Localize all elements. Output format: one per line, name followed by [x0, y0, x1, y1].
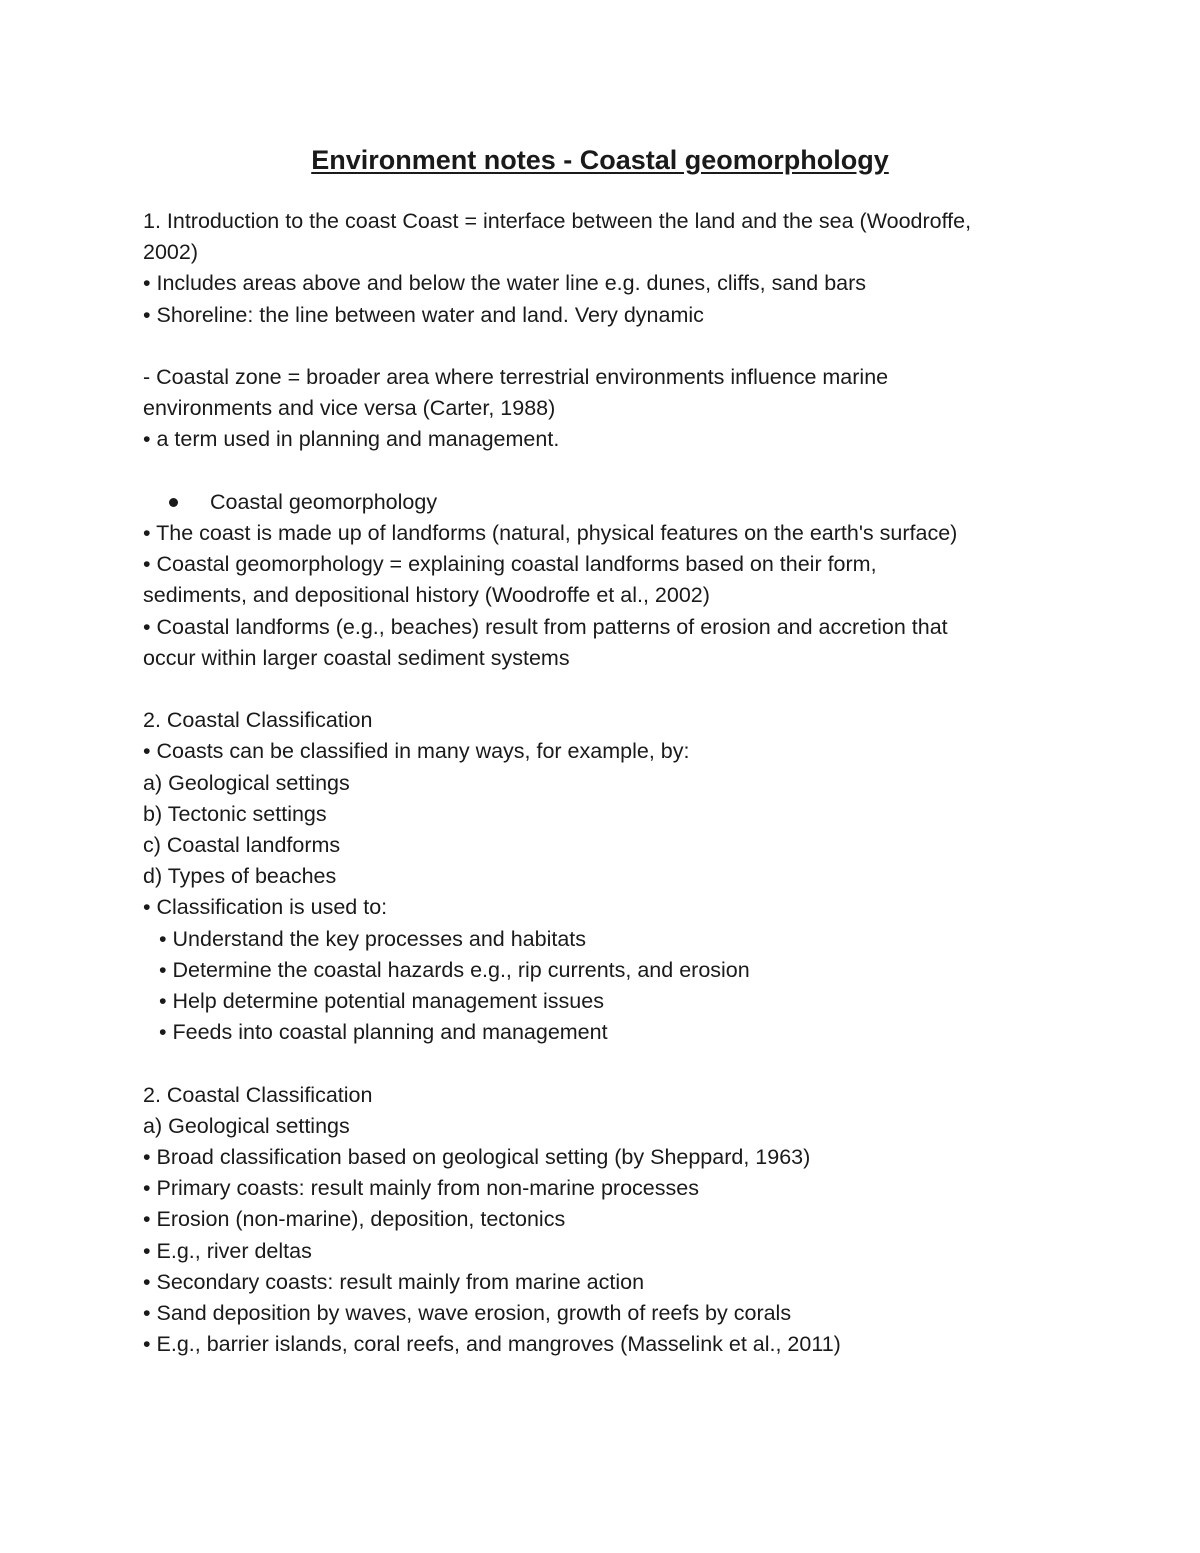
geological-bullet: • E.g., barrier islands, coral reefs, and mangroves (Masselink et al., 2011): [143, 1332, 841, 1357]
intro-bullet: • Includes areas above and below the water line e.g. dunes, cliffs, sand bars: [143, 271, 867, 296]
classification-item: d) Types of beaches: [143, 864, 337, 889]
zone-line: environments and vice versa (Carter, 1988): [143, 396, 556, 421]
spacer: [143, 331, 1063, 362]
classification-item: b) Tectonic settings: [143, 801, 327, 826]
classification-use-item: • Help determine potential management issues: [159, 989, 604, 1014]
geomorph-bullet: • The coast is made up of landforms (natural, physical features on the earth's surface): [143, 521, 958, 545]
spacer: [143, 1048, 1063, 1079]
spacer: [143, 456, 1063, 487]
geomorph-heading: Coastal geomorphology: [210, 489, 438, 514]
geomorph-bullet-cont: sediments, and depositional history (Woodroffe et al., 2002): [143, 583, 710, 608]
spacer: [143, 674, 1063, 705]
classification-use-item: • Understand the key processes and habitats: [159, 926, 587, 951]
zone-line: - Coastal zone = broader area where terrestrial environments influence marine: [143, 365, 889, 389]
geological-bullet: • Secondary coasts: result mainly from marine action: [143, 1269, 645, 1294]
classification-subheading: a) Geological settings: [143, 1113, 350, 1138]
bullet-dot-icon: [169, 498, 178, 507]
classification-intro: • Coasts can be classified in many ways, for example, by:: [143, 739, 690, 764]
geomorph-bullet: • Coastal geomorphology = explaining coastal landforms based on their form,: [143, 552, 877, 577]
intro-line: 1. Introduction to the coast Coast = interface between the land and the sea (Woodroffe,: [143, 209, 972, 233]
document-title: Environment notes - Coastal geomorphology: [311, 145, 889, 175]
classification-item: a) Geological settings: [143, 770, 350, 795]
geomorph-heading-item: [143, 487, 1063, 518]
classification-use-item: • Determine the coastal hazards e.g., rip currents, and erosion: [159, 957, 750, 982]
geological-bullet: • Sand deposition by waves, wave erosion, growth of reefs by corals: [143, 1301, 792, 1326]
classification-item: c) Coastal landforms: [143, 833, 341, 858]
zone-bullet: • a term used in planning and management.: [143, 427, 560, 452]
geological-bullet: • E.g., river deltas: [143, 1238, 312, 1263]
classification-heading: 2. Coastal Classification: [143, 1082, 373, 1107]
geomorph-bullet-cont: occur within larger coastal sediment systems: [143, 645, 570, 670]
intro-line-cont: 2002): [143, 240, 198, 265]
classification-use-item: • Feeds into coastal planning and management: [159, 1020, 608, 1045]
classification-heading: 2. Coastal Classification: [143, 708, 373, 733]
geomorph-bullet: • Coastal landforms (e.g., beaches) result from patterns of erosion and accretion that: [143, 614, 948, 639]
classification-used: • Classification is used to:: [143, 895, 388, 920]
document-body: [143, 206, 1063, 1360]
geological-bullet: • Erosion (non-marine), deposition, tectonics: [143, 1207, 566, 1232]
geological-bullet: • Primary coasts: result mainly from non-marine processes: [143, 1176, 699, 1201]
document-page: [143, 140, 1063, 1360]
geological-bullet: • Broad classification based on geological setting (by Sheppard, 1963): [143, 1145, 811, 1170]
intro-bullet: • Shoreline: the line between water and land. Very dynamic: [143, 302, 704, 327]
